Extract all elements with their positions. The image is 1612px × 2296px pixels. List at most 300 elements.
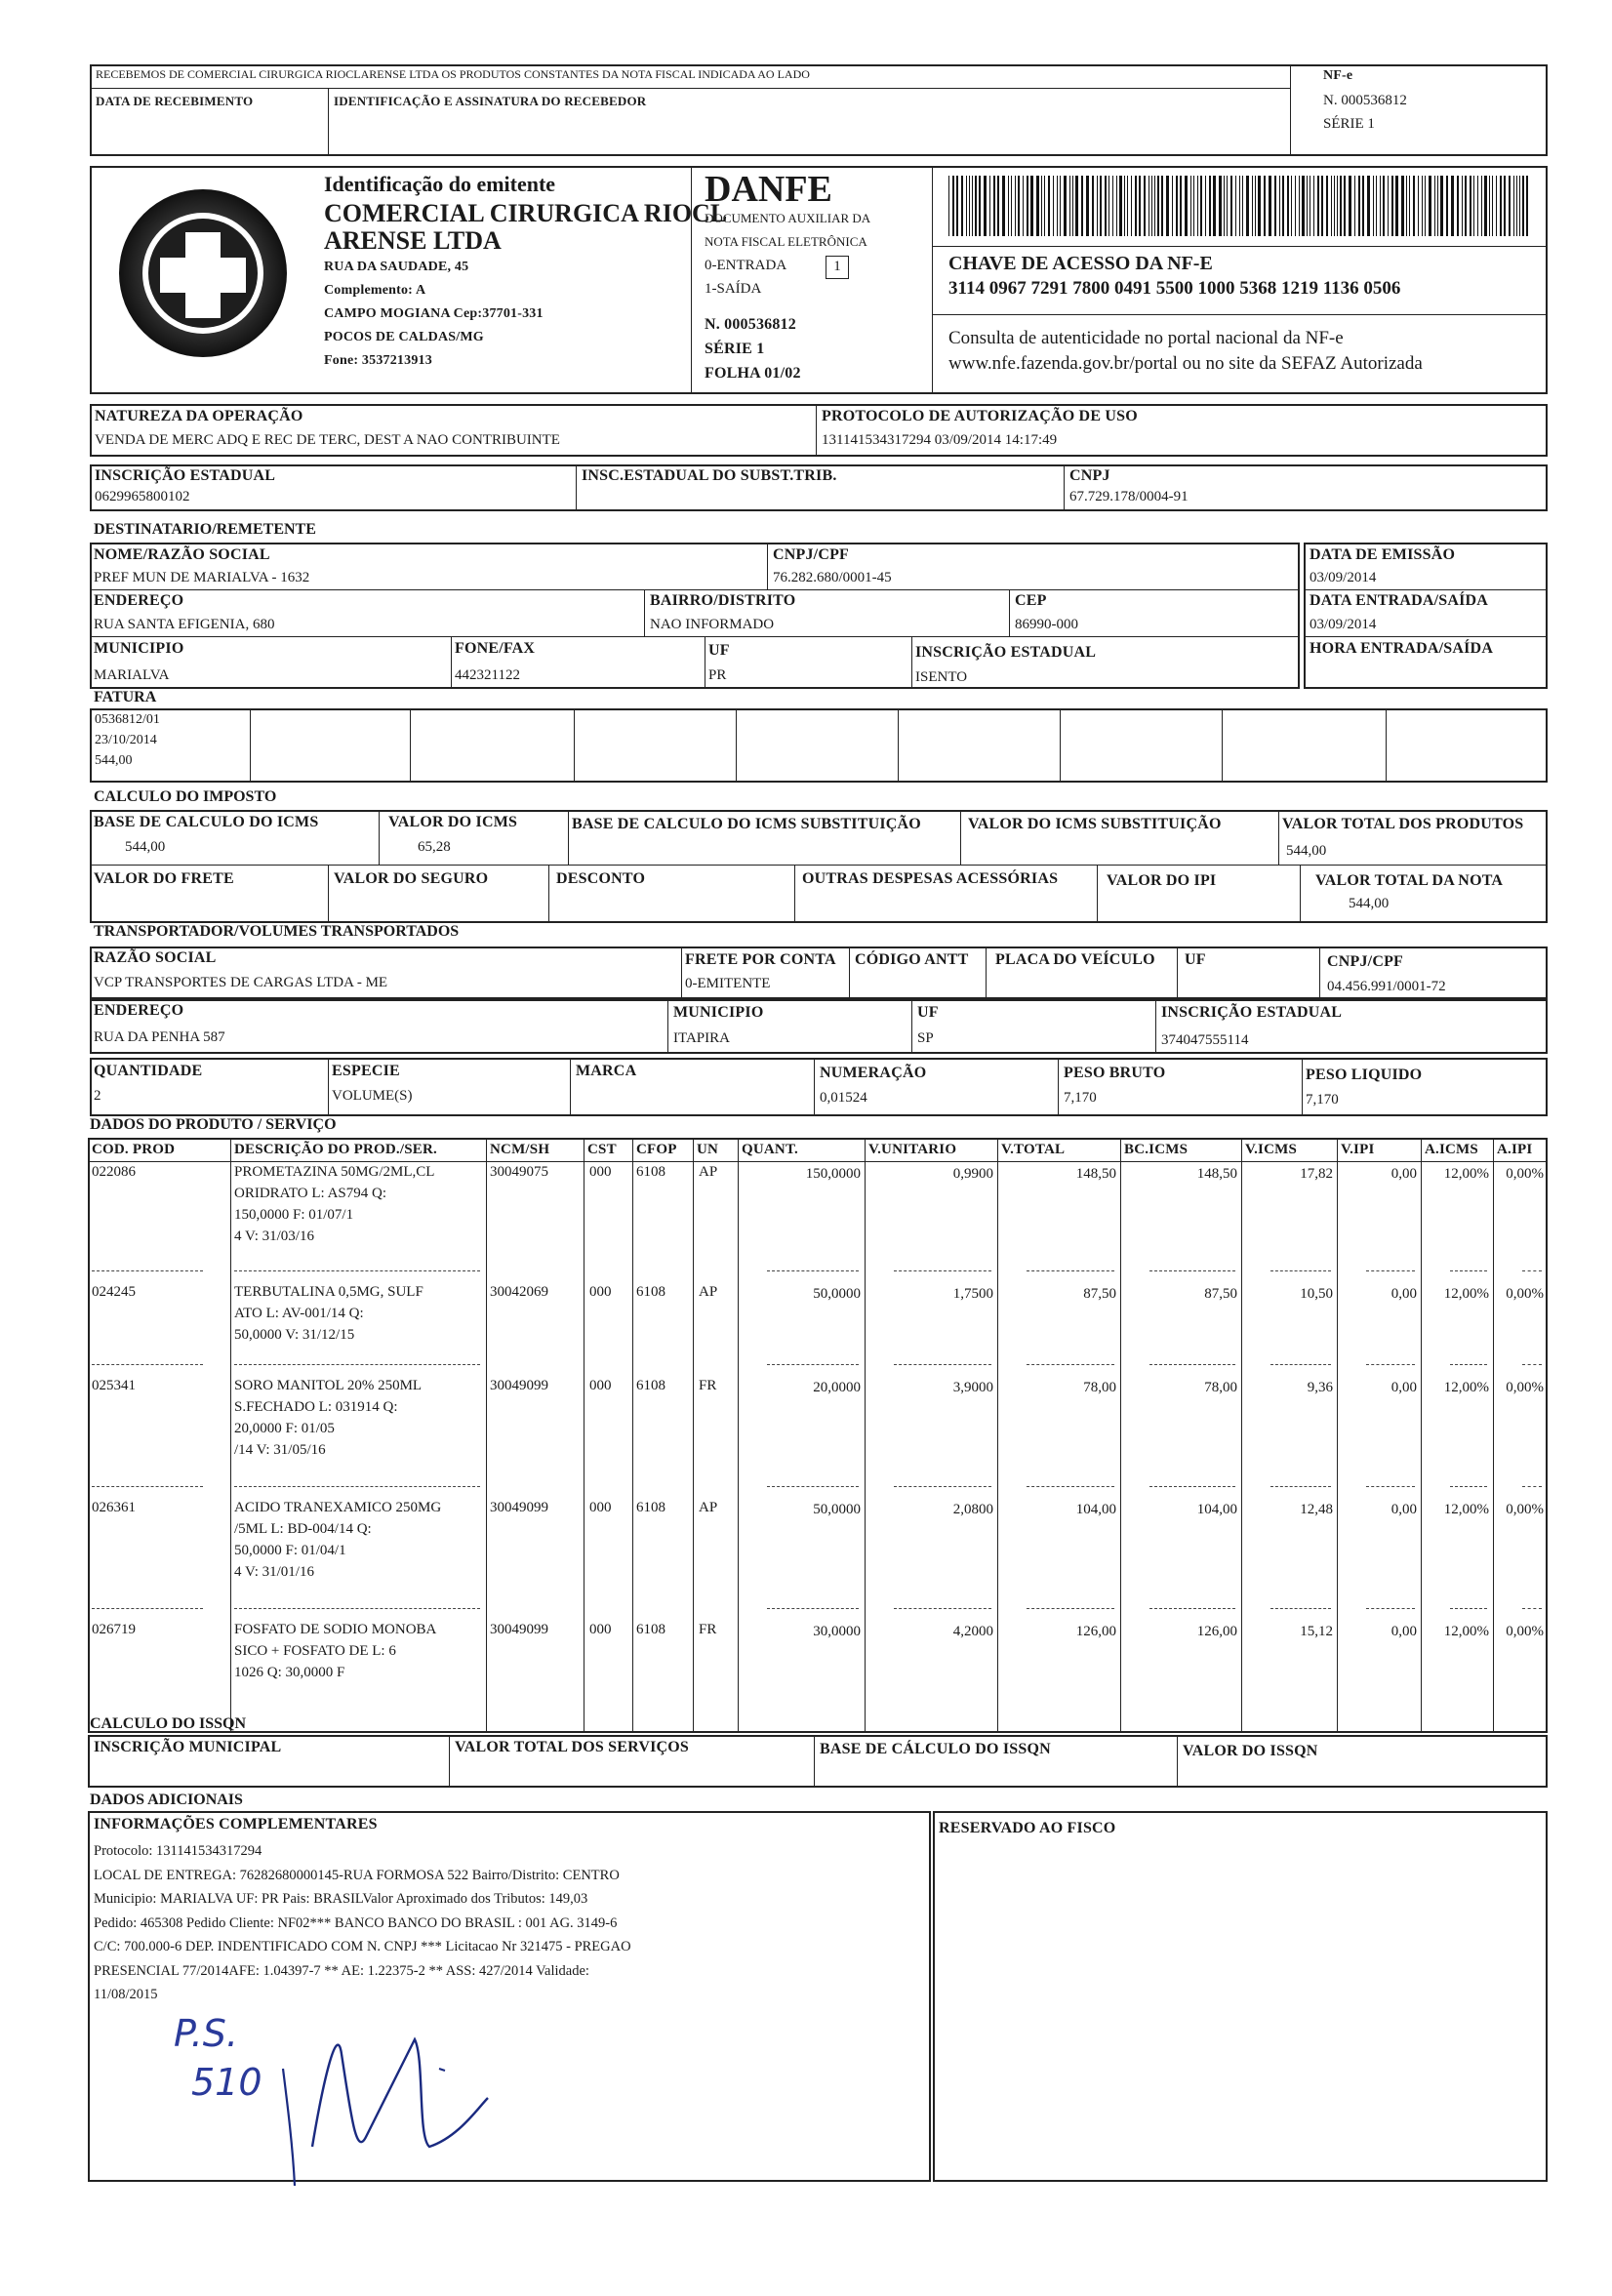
row-separator [234, 1270, 480, 1271]
adicionais-section-label: DADOS ADICIONAIS [90, 1792, 243, 1808]
emitente-name-1: COMERCIAL CIRURGICA RIOCL [324, 199, 728, 227]
transp-cnpj-value: 04.456.991/0001-72 [1327, 979, 1446, 994]
dest-emissao-value: 03/09/2014 [1310, 570, 1377, 585]
cst-cell: 000 [589, 1622, 612, 1637]
barcode-bar [1425, 176, 1426, 236]
frete-label: VALOR DO FRETE [94, 870, 234, 887]
transp-razao-value: VCP TRANSPORTES DE CARGAS LTDA - ME [94, 975, 388, 990]
dest-vline-fone [451, 636, 452, 689]
transp-marca-label: MARCA [576, 1063, 637, 1079]
cod-prod-cell: 024245 [92, 1284, 136, 1300]
vtotal-cell: 87,50 [1083, 1286, 1116, 1302]
barcode-bar [952, 176, 954, 236]
un-cell: FR [699, 1622, 717, 1637]
barcode-bar [956, 176, 958, 236]
descricao-cell: SORO MANITOL 20% 250ML [234, 1378, 423, 1393]
bc-cell: 78,00 [1204, 1380, 1237, 1395]
row-separator [1366, 1364, 1415, 1365]
dest-municipio-value: MARIALVA [94, 667, 170, 683]
barcode-bar [1048, 176, 1050, 236]
barcode-bar [1349, 176, 1351, 236]
row-separator [1149, 1608, 1235, 1609]
chave-value: 3114 0967 7291 7800 0491 5500 1000 5368 1219 1136 0506 [948, 278, 1401, 299]
valor-st-label: VALOR DO ICMS SUBSTITUIÇÃO [968, 816, 1222, 832]
ncm-cell: 30049099 [490, 1622, 548, 1637]
transp-uf2-value: SP [917, 1030, 934, 1046]
dest-cnpj-label: CNPJ/CPF [773, 546, 850, 563]
aipi-cell: 0,00% [1506, 1286, 1544, 1302]
barcode-bar [1144, 176, 1146, 236]
barcode-bar [1002, 176, 1005, 236]
inscricao-vline-1 [576, 464, 577, 511]
cod-prod-cell: 026361 [92, 1500, 136, 1515]
desconto-label: DESCONTO [556, 870, 646, 887]
bc-cell: 148,50 [1196, 1166, 1237, 1182]
canhoto-vline-2 [1290, 64, 1291, 156]
barcode-bar [1030, 176, 1033, 236]
imp-vline-7 [794, 865, 795, 923]
cfop-cell: 6108 [636, 1622, 665, 1637]
row-separator [1522, 1364, 1542, 1365]
cod-prod-cell: 025341 [92, 1378, 136, 1393]
un-cell: AP [699, 1500, 718, 1515]
produtos-header-cell: DESCRIÇÃO DO PROD./SER. [234, 1142, 437, 1157]
dest-entrada-value: 03/09/2014 [1310, 617, 1377, 632]
barcode-bar [1331, 176, 1332, 236]
barcode-bar [1337, 176, 1338, 236]
aicms-cell: 12,00% [1443, 1380, 1489, 1395]
vipi-cell: 0,00 [1390, 1166, 1417, 1182]
imp-vline-2 [568, 810, 569, 865]
quant-cell: 50,0000 [813, 1286, 861, 1302]
aipi-cell: 0,00% [1506, 1502, 1544, 1517]
vipi-cell: 0,00 [1390, 1286, 1417, 1302]
fatura-vline-6 [1060, 708, 1061, 783]
danfe-folha: FOLHA 01/02 [705, 365, 801, 382]
info-line: 11/08/2015 [94, 1987, 158, 2002]
barcode-bar [1011, 176, 1012, 236]
barcode-bar [1509, 176, 1511, 236]
tr2-v1 [667, 999, 668, 1054]
barcode-bar [1279, 176, 1280, 236]
row-separator [1270, 1270, 1331, 1271]
barcode-bar [1227, 176, 1228, 236]
canhoto-ident-label: IDENTIFICAÇÃO E ASSINATURA DO RECEBEDOR [334, 94, 647, 108]
row-separator [767, 1270, 859, 1271]
fatura-line3: 544,00 [95, 753, 133, 768]
imp-vline-1 [379, 810, 380, 865]
destinatario-dates-box [1304, 543, 1548, 689]
imp-vline-3 [960, 810, 961, 865]
handwritten-note-1: P.S. [174, 2012, 238, 2055]
barcode-bar [1391, 176, 1393, 236]
outras-label: OUTRAS DESPESAS ACESSÓRIAS [802, 870, 1059, 887]
barcode-bar [1180, 176, 1182, 236]
barcode-bar [1023, 176, 1024, 236]
barcode-bar [1367, 176, 1370, 236]
natureza-vline [816, 404, 817, 457]
descricao-cell: S.FECHADO L: 031914 Q: [234, 1399, 398, 1415]
row-separator [894, 1364, 991, 1365]
vunit-cell: 0,9900 [952, 1166, 993, 1182]
barcode-bar [1064, 176, 1067, 236]
aipi-cell: 0,00% [1506, 1166, 1544, 1182]
row-separator [92, 1270, 203, 1271]
chave-label: CHAVE DE ACESSO DA NF-E [948, 253, 1213, 274]
barcode [947, 176, 1532, 236]
transp-qtd-label: QUANTIDADE [94, 1063, 203, 1079]
produtos-column-line [632, 1138, 633, 1733]
vunit-cell: 2,0800 [952, 1502, 993, 1517]
descricao-cell: PROMETAZINA 50MG/2ML,CL [234, 1164, 435, 1180]
barcode-bar [1481, 176, 1482, 236]
produtos-header-cell: UN [697, 1142, 719, 1157]
descricao-cell: /14 V: 31/05/16 [234, 1442, 326, 1458]
barcode-bar [1108, 176, 1109, 236]
issqn-v3 [1177, 1735, 1178, 1788]
emitente-section-label: Identificação do emitente [324, 172, 556, 196]
vicms-cell: 12,48 [1300, 1502, 1333, 1517]
barcode-bar [1437, 176, 1438, 236]
transp-endereco-label: ENDEREÇO [94, 1002, 184, 1019]
barcode-bar [1321, 176, 1323, 236]
barcode-bar [1376, 176, 1377, 236]
danfe-sub2: NOTA FISCAL ELETRÔNICA [705, 234, 867, 249]
total-nota-label: VALOR TOTAL DA NOTA [1315, 872, 1504, 889]
barcode-bar [1340, 176, 1342, 236]
produtos-column-line [1241, 1138, 1242, 1733]
vicms-cell: 17,82 [1300, 1166, 1333, 1182]
barcode-bar [1219, 176, 1222, 236]
barcode-bar [1451, 176, 1454, 236]
fatura-line1: 0536812/01 [95, 712, 160, 727]
barcode-bar [1462, 176, 1463, 236]
barcode-bar [1008, 176, 1009, 236]
inscricao-vline-2 [1064, 464, 1065, 511]
produtos-header-cell: COD. PROD [92, 1142, 176, 1157]
danfe-tipo-box: 1 [826, 256, 849, 279]
barcode-bar [1307, 176, 1308, 236]
row-separator [1366, 1608, 1415, 1609]
info-line: C/C: 700.000-6 DEP. INDENTIFICADO COM N. CNPJ *** Licitacao Nr 321475 - PREGAO [94, 1939, 631, 1954]
row-separator [1522, 1270, 1542, 1271]
cnpj-value: 67.729.178/0004-91 [1069, 489, 1189, 504]
transp-peso-bruto-value: 7,170 [1064, 1090, 1097, 1106]
vicms-cell: 15,12 [1300, 1624, 1333, 1639]
valor-icms-value: 65,28 [418, 839, 451, 855]
dest-bairro-label: BAIRRO/DISTRITO [650, 592, 796, 609]
cst-cell: 000 [589, 1378, 612, 1393]
produtos-column-line [1421, 1138, 1422, 1733]
produtos-header-line [88, 1161, 1548, 1162]
barcode-bar [1264, 176, 1266, 236]
quant-cell: 30,0000 [813, 1624, 861, 1639]
descricao-cell: SICO + FOSFATO DE L: 6 [234, 1643, 396, 1659]
fatura-vline-3 [574, 708, 575, 783]
emitente-complement: Complemento: A [324, 283, 426, 298]
produtos-header-cell: V.TOTAL [1001, 1142, 1066, 1157]
fatura-vline-8 [1386, 708, 1387, 783]
produtos-column-line [1337, 1138, 1338, 1733]
barcode-bar [1135, 176, 1137, 236]
barcode-bar [1205, 176, 1206, 236]
emitente-phone: Fone: 3537213913 [324, 353, 432, 368]
descricao-cell: ATO L: AV-001/14 Q: [234, 1306, 364, 1321]
barcode-bar [1018, 176, 1020, 236]
barcode-bar [1112, 176, 1113, 236]
dest-uf-value: PR [708, 667, 727, 683]
barcode-bar [1282, 176, 1284, 236]
produtos-header-cell: CFOP [636, 1142, 677, 1157]
dest-hline-2 [90, 636, 1300, 637]
imp-vline-6 [548, 865, 549, 923]
vunit-cell: 1,7500 [952, 1286, 993, 1302]
imp-vline-5 [328, 865, 329, 923]
imp-vline-4 [1278, 810, 1279, 865]
base-icms-label: BASE DE CALCULO DO ICMS [94, 814, 319, 830]
barcode-bar [1185, 176, 1188, 236]
produtos-column-line [865, 1138, 866, 1733]
consulta-line2: www.nfe.fazenda.gov.br/portal ou no site da SEFAZ Autorizada [948, 353, 1423, 374]
emitente-name-2: ARENSE LTDA [324, 226, 502, 255]
bc-cell: 104,00 [1196, 1502, 1237, 1517]
dest-fone-label: FONE/FAX [455, 640, 536, 657]
dest-ie-value: ISENTO [915, 669, 968, 685]
row-separator [1450, 1270, 1487, 1271]
header-hline-2 [932, 314, 1548, 315]
vunit-cell: 3,9000 [952, 1380, 993, 1395]
dest-dates-hline-1 [1304, 589, 1548, 590]
barcode-bar [1413, 176, 1415, 236]
imp-vline-9 [1300, 865, 1301, 923]
handwritten-note-2: 510 [191, 2061, 262, 2104]
barcode-bar [1373, 176, 1374, 236]
protocolo-value: 131141534317294 03/09/2014 14:17:49 [822, 432, 1058, 448]
dest-cep-value: 86990-000 [1015, 617, 1078, 632]
consulta-line1: Consulta de autenticidade no portal nacional da NF-e [948, 328, 1344, 348]
barcode-bar [1477, 176, 1478, 236]
transp-ie-value: 374047555114 [1161, 1032, 1249, 1048]
barcode-bar [1484, 176, 1487, 236]
barcode-bar [1406, 176, 1407, 236]
canhoto-nfe-serie: SÉRIE 1 [1323, 116, 1375, 132]
barcode-bar [1057, 176, 1058, 236]
vicms-cell: 10,50 [1300, 1286, 1333, 1302]
fatura-vline-1 [250, 708, 251, 783]
barcode-bar [1151, 176, 1152, 236]
aicms-cell: 12,00% [1443, 1166, 1489, 1182]
barcode-bar [1255, 176, 1256, 236]
total-prod-value: 544,00 [1286, 843, 1327, 859]
descricao-cell: 1026 Q: 30,0000 F [234, 1665, 345, 1680]
barcode-bar [979, 176, 981, 236]
barcode-bar [1504, 176, 1506, 236]
dest-hora-label: HORA ENTRADA/SAÍDA [1310, 640, 1494, 657]
vicms-cell: 9,36 [1307, 1380, 1333, 1395]
barcode-bar [1081, 176, 1083, 236]
transportador-section-label: TRANSPORTADOR/VOLUMES TRANSPORTADOS [94, 923, 460, 940]
row-separator [1027, 1270, 1114, 1271]
barcode-bar [1422, 176, 1423, 236]
dest-endereco-value: RUA SANTA EFIGENIA, 680 [94, 617, 275, 632]
descricao-cell: 50,0000 V: 31/12/15 [234, 1327, 355, 1343]
cfop-cell: 6108 [636, 1500, 665, 1515]
dest-vline-ie [911, 636, 912, 689]
produtos-section-label: DADOS DO PRODUTO / SERVIÇO [90, 1116, 337, 1133]
dest-cnpj-value: 76.282.680/0001-45 [773, 570, 892, 585]
natureza-label: NATUREZA DA OPERAÇÃO [95, 408, 303, 424]
barcode-bar [1176, 176, 1178, 236]
barcode-bar [1383, 176, 1385, 236]
barcode-bar [1465, 176, 1467, 236]
row-separator [767, 1364, 859, 1365]
row-separator [1366, 1486, 1415, 1487]
base-icms-value: 544,00 [125, 839, 166, 855]
un-cell: AP [699, 1164, 718, 1180]
fatura-vline-7 [1222, 708, 1223, 783]
barcode-bar [975, 176, 977, 236]
info-line: PRESENCIAL 77/2014AFE: 1.04397-7 ** AE: 1.22375-2 ** ASS: 427/2014 Validade: [94, 1962, 589, 1979]
barcode-bar [1388, 176, 1389, 236]
barcode-bar [1041, 176, 1042, 236]
canhoto-nfe-label: NF-e [1323, 68, 1353, 83]
issqn-box [88, 1735, 1548, 1788]
vipi-cell: 0,00 [1390, 1624, 1417, 1639]
barcode-bar [1131, 176, 1132, 236]
info-line: Protocolo: 131141534317294 [94, 1843, 262, 1859]
barcode-bar [1470, 176, 1471, 236]
barcode-bar [1075, 176, 1078, 236]
barcode-bar [1291, 176, 1292, 236]
barcode-bar [1258, 176, 1261, 236]
descricao-cell: /5ML L: BD-004/14 Q: [234, 1521, 372, 1537]
barcode-bar [972, 176, 973, 236]
issqn-section-label: CALCULO DO ISSQN [90, 1715, 247, 1732]
row-separator [234, 1364, 480, 1365]
produtos-column-line [997, 1138, 998, 1733]
cfop-cell: 6108 [636, 1284, 665, 1300]
barcode-bar [1116, 176, 1117, 236]
ipi-label: VALOR DO IPI [1107, 872, 1217, 889]
dest-emissao-label: DATA DE EMISSÃO [1310, 546, 1456, 563]
barcode-bar [1193, 176, 1194, 236]
transp-municipio-value: ITAPIRA [673, 1030, 730, 1046]
transp-especie-label: ESPECIE [332, 1063, 400, 1079]
emitente-address: RUA DA SAUDADE, 45 [324, 260, 469, 274]
barcode-bar [1015, 176, 1016, 236]
ie-st-label: INSC.ESTADUAL DO SUBST.TRIB. [582, 467, 837, 484]
issqn-v2 [814, 1735, 815, 1788]
barcode-bar [1092, 176, 1094, 236]
barcode-bar [1522, 176, 1524, 236]
tr1-v2 [849, 947, 850, 999]
tr1-v3 [986, 947, 987, 999]
produtos-header-cell: A.IPI [1497, 1142, 1533, 1157]
transp-numeracao-label: NUMERAÇÃO [820, 1065, 927, 1081]
fatura-line2: 23/10/2014 [95, 733, 157, 747]
produtos-column-line [1493, 1138, 1494, 1733]
info-line: Pedido: 465308 Pedido Cliente: NF02*** BANCO BANCO DO BRASIL : 001 AG. 3149-6 [94, 1914, 618, 1931]
barcode-bar [1172, 176, 1173, 236]
barcode-bar [1287, 176, 1289, 236]
descricao-cell: ORIDRATO L: AS794 Q: [234, 1186, 386, 1201]
row-separator [92, 1486, 203, 1487]
barcode-bar [1473, 176, 1474, 236]
ie-value: 0629965800102 [95, 489, 190, 504]
issqn-im-label: INSCRIÇÃO MUNICIPAL [94, 1739, 282, 1755]
barcode-bar [1313, 176, 1314, 236]
aipi-cell: 0,00% [1506, 1624, 1544, 1639]
barcode-bar [984, 176, 987, 236]
barcode-bar [1124, 176, 1125, 236]
danfe-serie: SÉRIE 1 [705, 341, 765, 357]
vunit-cell: 4,2000 [952, 1624, 993, 1639]
barcode-bar [1235, 176, 1236, 236]
barcode-bar [1246, 176, 1249, 236]
emitente-city-state: POCOS DE CALDAS/MG [324, 330, 484, 344]
barcode-bar [1317, 176, 1319, 236]
barcode-bar [1334, 176, 1335, 236]
cfop-cell: 6108 [636, 1164, 665, 1180]
barcode-bar [1299, 176, 1300, 236]
total-prod-label: VALOR TOTAL DOS PRODUTOS [1282, 816, 1524, 832]
company-logo [115, 185, 291, 361]
transp-peso-bruto-label: PESO BRUTO [1064, 1065, 1166, 1081]
row-separator [1149, 1364, 1235, 1365]
barcode-bar [1166, 176, 1169, 236]
descricao-cell: TERBUTALINA 0,5MG, SULF [234, 1284, 423, 1300]
row-separator [1450, 1364, 1487, 1365]
barcode-bar [1409, 176, 1410, 236]
barcode-bar [1401, 176, 1404, 236]
produtos-header-cell: A.ICMS [1425, 1142, 1478, 1157]
dest-uf-label: UF [708, 642, 730, 659]
canhoto-nfe-number: N. 000536812 [1323, 93, 1407, 108]
danfe-numero: N. 000536812 [705, 316, 796, 333]
descricao-cell: 20,0000 F: 01/05 [234, 1421, 335, 1436]
tr3-v3 [814, 1058, 815, 1116]
row-separator [1027, 1364, 1114, 1365]
descricao-cell: FOSFATO DE SODIO MONOBA [234, 1622, 437, 1637]
transp-municipio-label: MUNICIPIO [673, 1004, 764, 1021]
dest-entrada-label: DATA ENTRADA/SAÍDA [1310, 592, 1489, 609]
barcode-bar [1274, 176, 1276, 236]
row-separator [1522, 1486, 1542, 1487]
un-cell: AP [699, 1284, 718, 1300]
descricao-cell: ACIDO TRANEXAMICO 250MG [234, 1500, 442, 1515]
row-separator [1270, 1486, 1331, 1487]
cst-cell: 000 [589, 1164, 612, 1180]
row-separator [894, 1270, 991, 1271]
dest-vline-cep [1009, 589, 1010, 636]
header-vline-2 [932, 166, 933, 394]
barcode-bar [1252, 176, 1253, 236]
produtos-header-cell: V.ICMS [1245, 1142, 1298, 1157]
imposto-section-label: CALCULO DO IMPOSTO [94, 788, 277, 805]
barcode-bar [1086, 176, 1089, 236]
transp-uf2-label: UF [917, 1004, 939, 1021]
dest-hline-1 [90, 589, 1300, 590]
transp-ie-label: INSCRIÇÃO ESTADUAL [1161, 1004, 1343, 1021]
descricao-cell: 4 V: 31/01/16 [234, 1564, 314, 1580]
info-complementares-label: INFORMAÇÕES COMPLEMENTARES [94, 1816, 378, 1833]
barcode-bar [1239, 176, 1240, 236]
barcode-bar [1429, 176, 1431, 236]
ie-label: INSCRIÇÃO ESTADUAL [95, 467, 276, 484]
canhoto-divider [90, 88, 1290, 89]
dest-cep-label: CEP [1015, 592, 1047, 609]
barcode-bar [1230, 176, 1232, 236]
